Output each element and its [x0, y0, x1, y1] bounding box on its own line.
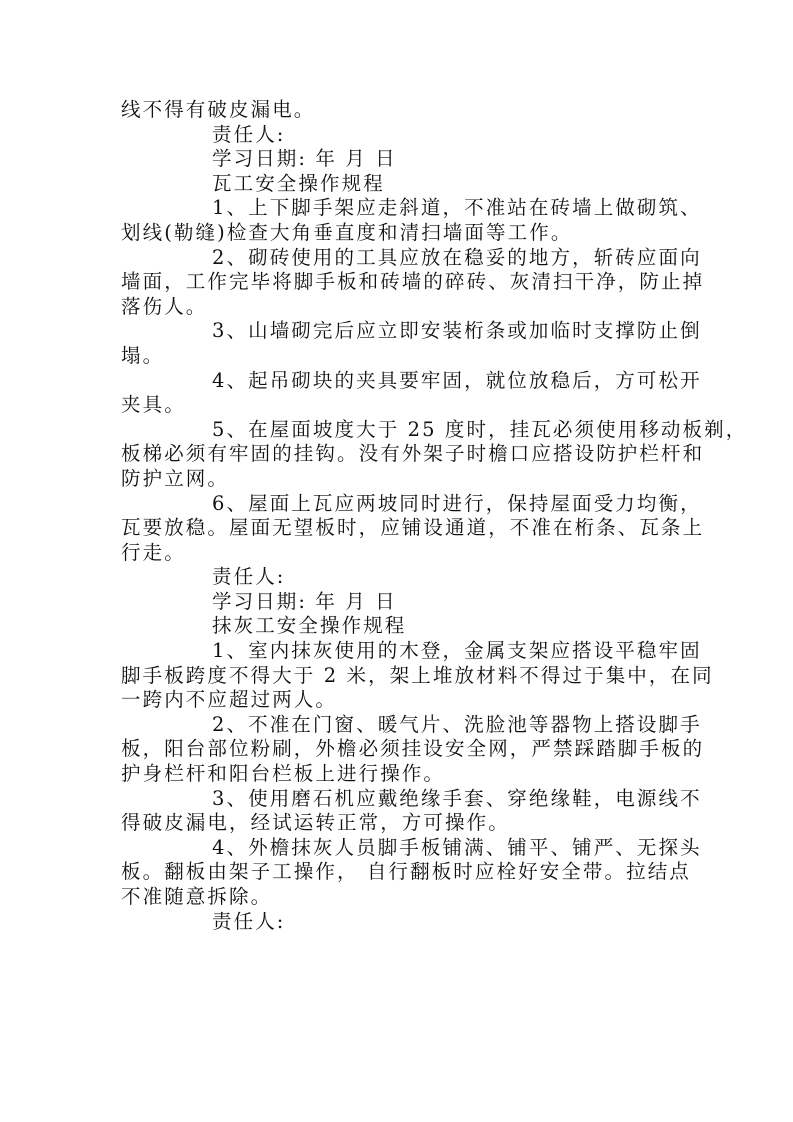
text-line: 板。翻板由架子工操作， 自行翻板时应栓好安全带。拉结点	[121, 860, 691, 884]
text-line: 脚手板跨度不得大于 2 米，架上堆放材料不得过于集中，在同	[121, 663, 714, 687]
text-line: 2、不准在门窗、暖气片、洗脸池等器物上搭设脚手	[212, 712, 702, 736]
text-line: 2、砌砖使用的工具应放在稳妥的地方，斩砖应面向	[212, 245, 702, 269]
text-line: 防护立网。	[121, 466, 230, 490]
text-line: 3、使用磨石机应戴绝缘手套、穿绝缘鞋，电源线不	[212, 786, 702, 810]
text-line: 4、外檐抹灰人员脚手板铺满、铺平、铺严、无探头	[212, 835, 702, 859]
study-date-label: 学习日期: 年 月 日	[212, 589, 397, 613]
text-line: 板，阳台部位粉刷，外檐必须挂设安全网，严禁踩踏脚手板的	[121, 737, 705, 761]
document-page	[121, 98, 748, 934]
text-line: 护身栏杆和阳台栏板上进行操作。	[121, 762, 446, 786]
text-line: 落伤人。	[121, 294, 208, 318]
responsible-person-label: 责任人:	[212, 565, 286, 589]
text-line: 6、屋面上瓦应两坡同时进行，保持屋面受力均衡，	[212, 491, 702, 515]
text-line: 夹具。	[121, 393, 186, 417]
text-line: 行走。	[121, 540, 186, 564]
text-line: 板梯必须有牢固的挂钩。没有外架子时檐口应搭设防护栏杆和	[121, 442, 705, 466]
text-line: 3、山墙砌完后应立即安装桁条或加临时支撑防止倒	[212, 319, 702, 343]
text-line: 墙面，工作完毕将脚手板和砖墙的碎砖、灰清扫干净，防止掉	[121, 270, 705, 294]
text-line: 不准随意拆除。	[121, 885, 273, 908]
text-line: 1、室内抹灰使用的木登，金属支架应搭设平稳牢固	[212, 639, 702, 663]
responsible-person-label: 责任人:	[212, 909, 286, 933]
text-line: 得破皮漏电，经试运转正常，方可操作。	[121, 811, 510, 835]
text-line: 1、上下脚手架应走斜道，不准站在砖墙上做砌筑、	[212, 196, 702, 220]
text-line: 线不得有破皮漏电。	[121, 98, 316, 121]
responsible-person-label: 责任人:	[212, 122, 286, 146]
text-line: 塌。	[121, 343, 165, 367]
text-line: 瓦要放稳。屋面无望板时，应铺设通道，不准在桁条、瓦条上	[121, 516, 705, 540]
text-line: 一跨内不应超过两人。	[121, 688, 338, 712]
text-line: 划线(勒缝)检查大角垂直度和清扫墙面等工作。	[121, 220, 573, 244]
text-line: 4、起吊砌块的夹具要牢固，就位放稳后，方可松开	[212, 368, 702, 392]
section-title-plasterer: 抹灰工安全操作规程	[212, 614, 407, 638]
section-title-tiler: 瓦工安全操作规程	[212, 171, 385, 195]
text-line: 5、在屋面坡度大于 25 度时，挂瓦必须使用移动板剃，	[212, 417, 748, 441]
study-date-label: 学习日期: 年 月 日	[212, 147, 397, 171]
